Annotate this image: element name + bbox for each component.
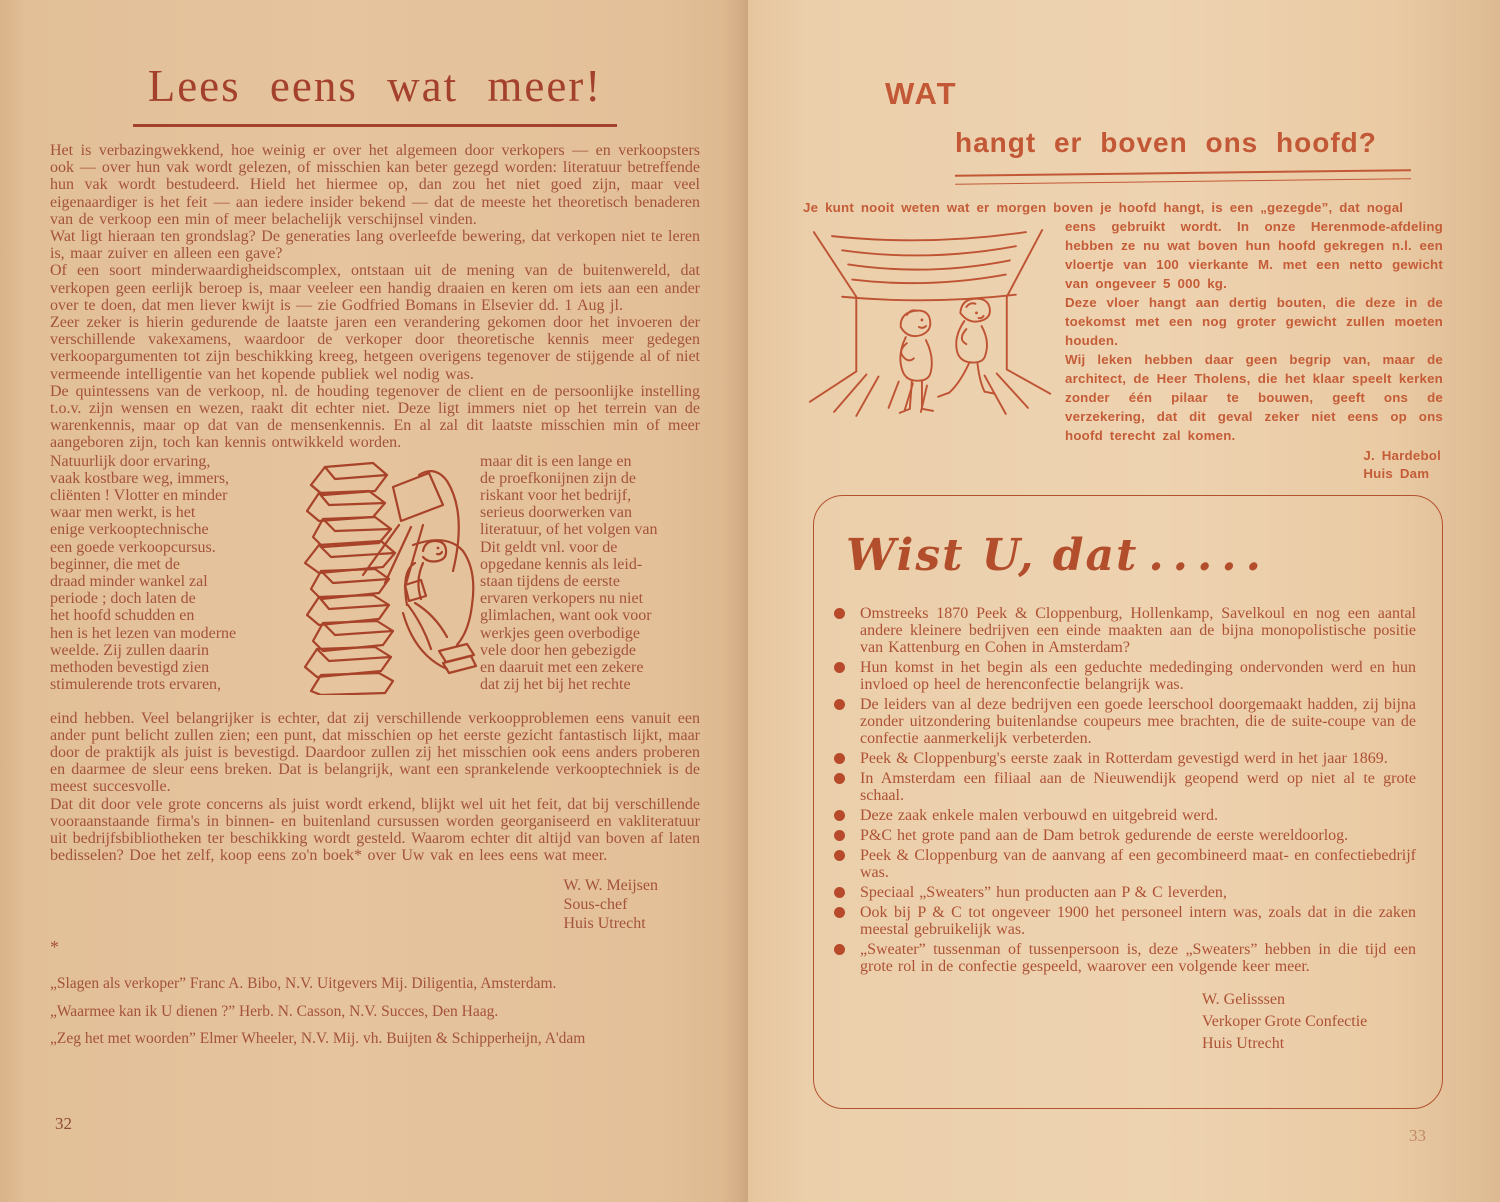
bullet-icon: [834, 810, 845, 821]
text-line: maar dit is een lange en: [480, 452, 632, 470]
fact-list-item: [834, 605, 1416, 656]
bullet-icon: [834, 699, 845, 710]
text-line: draad minder wankel zal: [50, 573, 208, 591]
bullet-icon: [834, 944, 845, 955]
text-line: staan tijdens de eerste: [480, 573, 620, 591]
intro-wrapped-text: [1065, 217, 1443, 483]
left-page-title: Lees eens wat meer!: [147, 61, 603, 111]
text-line: ervaren verkopers nu niet: [480, 590, 644, 608]
footnote-asterisk: *: [50, 937, 59, 958]
paragraph: Dat dit door vele grote concerns als juist wordt erkend, blijkt wel uit het feit, dat bij verschillende vooraanstaande firma's in binnen- en buitenland cursussen worden georganiseerd en vakliteratuur uit bedrijfsbibliotheken ter beschikking wordt gesteld. Waarom echter dit altijd van boven af laten bedisselen? Doe het zelf, koop eens zo'n boek* over Uw vak en lees eens wat meer.: [50, 795, 700, 865]
paragraph: Zeer zeker is hierin gedurende de laatste jaren een verandering gekomen door het invoeren der verschillende vakexamens, waardoor de verkoper door theoretische kennis meer gedegen verkoopargumenten tot zijn beschikking kreeg, hetgeen overigens tegenover de stijgende al of niet vermeende intelligentie van het kopende publiek wel nodig was.: [50, 314, 700, 383]
paragraph: Wat ligt hieraan ten grondslag? De generaties lang overleefde bewering, dat verkopen niet te leren is, maar zuiver en alleen een gave?: [50, 228, 700, 263]
text-line: periode ; doch laten de: [50, 590, 196, 608]
fact-list-item: [834, 884, 1416, 901]
text-line: hen is het lezen van moderne: [50, 624, 237, 642]
bullet-icon: [834, 850, 845, 861]
fact-list-item: [834, 827, 1416, 844]
fact-text: In Amsterdam een filiaal aan de Nieuwendijk geopend werd op niet al te grote schaal.: [860, 770, 1416, 804]
signature-line: Huis Utrecht: [563, 915, 646, 933]
text-line: cliënten ! Vlotter en minder: [50, 487, 228, 505]
intro-first-line: Je kunt nooit weten wat er morgen boven je hoofd hangt, is een „gezegde”, dat nogal: [803, 200, 1404, 215]
intro-paragraph: eens gebruikt wordt. In onze Herenmode-afdeling hebben ze nu wat boven hun hoofd gekregen n.l. een vloertje van 100 vierkante M. met een netto gewicht van ongeveer 5 000 kg.: [1065, 219, 1443, 291]
bullet-icon: [834, 887, 845, 898]
left-page-content: [50, 60, 700, 1053]
reading-chair-books-illustration: [295, 453, 480, 695]
wrap-left-column: [50, 453, 295, 695]
ceiling-watchers-illustration: [799, 222, 1057, 424]
page-number-left: 32: [55, 1114, 72, 1133]
author-signature-box: [1202, 989, 1442, 1055]
author-signature-right: [1363, 447, 1441, 483]
text-line: weelde. Zij zullen daarin: [50, 641, 210, 659]
fact-list-item: [834, 904, 1416, 938]
fact-text: „Sweater” tussenman of tussenpersoon is, deze „Sweaters” hebben in die tijd een grote rol in de confectie gespeeld, waarover een volgende keer meer.: [860, 941, 1416, 975]
headline-double-rule: [955, 169, 1411, 185]
fact-list-item: [834, 847, 1416, 881]
text-line: methoden bevestigd zien: [50, 659, 210, 677]
text-line: Dit geldt vnl. voor de: [480, 538, 618, 556]
signature-line: Sous-chef: [563, 896, 628, 914]
signature-line: Huis Dam: [1363, 466, 1430, 481]
author-signature-left: [563, 876, 658, 933]
text-line: vaak kostbare weg, immers,: [50, 469, 230, 487]
paragraph: Of een soort minderwaardigheidscomplex, ontstaan uit de mening van de buitenwereld, dat verkopen geen eerlijk beroep is, maar veeleer een handig draaien en keren om iets aan een ander over te doen, dat men liever kwijt is — zie Godfried Bomans in Elsevier dd. 1 Aug jl.: [50, 262, 700, 314]
article-body-top: [50, 142, 700, 452]
fact-text: Speciaal „Sweaters” hun producten aan P & C leverden,: [860, 884, 1227, 901]
text-line: de proefkonijnen zijn de: [480, 469, 636, 487]
text-line: werkjes geen overbodige: [480, 624, 640, 642]
right-page: [748, 0, 1500, 1202]
text-line: serieus doorwerken van: [480, 504, 632, 522]
fact-text: Peek & Cloppenburg van de aanvang af een gecombineerd maat- en confectiebedrijf was.: [860, 847, 1416, 881]
text-line: en daaruit met een zekere: [480, 659, 644, 677]
headline-word-wat: WAT: [885, 76, 958, 111]
box-heading-dots: .....: [1148, 530, 1270, 581]
fact-list-item: [834, 807, 1416, 824]
signature-line: W. W. Meijsen: [563, 877, 658, 895]
paragraph: De quintessens van de verkoop, nl. de houding tegenover de client en de persoonlijke instelling t.o.v. zijn wensen en wezen, raakt dit echter niet. Deze ligt immers niet op het terrein van de warenkennis, maar op dat van de mensenkennis. En al zal dit laatste misschien min of meer aangeboren zijn, toch kan kennis ontwikkeld worden.: [50, 382, 700, 452]
headline-rest: hangt er boven ons hoofd?: [955, 127, 1377, 158]
bullet-icon: [834, 753, 845, 764]
footnote-line: „Waarmee kan ik U dienen ?” Herb. N. Casson, N.V. Succes, Den Haag.: [50, 1002, 499, 1020]
fact-text: Omstreeks 1870 Peek & Cloppenburg, Hollenkamp, Savelkoul en nog een aantal andere kleinere bedrijven een einde maakten aan de bijna monopolistische positie van Kattenburg en Cohen in Amsterdam?: [860, 605, 1416, 656]
box-heading-text: Wist U, dat: [846, 530, 1139, 581]
intro-paragraph: Wij leken hebben daar geen begrip van, maar de architect, de Heer Tholens, die het klaar speelt kerken zonder één pilaar te bouwen, geeft ons de verzekering, dat dit geval zeker niet eens op ons hoofd terecht zal komen.: [1065, 352, 1443, 443]
text-line: Natuurlijk door ervaring,: [50, 452, 211, 470]
fact-list-item: [834, 659, 1416, 693]
text-line: enige verkooptechnische: [50, 521, 209, 539]
bullet-icon: [834, 773, 845, 784]
box-heading: [846, 530, 1442, 581]
fact-text: De leiders van al deze bedrijven een goede leerschool doorgemaakt hadden, zij bijna zonder uitzondering buitenlandse coupeurs mee brachten, die de suite-coupe van de confectie aanmerkelijk verbeterden.: [860, 696, 1416, 747]
bullet-icon: [834, 662, 845, 673]
fact-list-item: [834, 696, 1416, 747]
footnote-list: [50, 970, 700, 1053]
signature-line: Huis Utrecht: [1202, 1035, 1285, 1052]
text-line: het hoofd schudden en: [50, 607, 195, 625]
intro-article: [803, 198, 1443, 483]
text-line: opgedane kennis als leid-: [480, 555, 643, 573]
intro-paragraph: Deze vloer hangt aan dertig bouten, die deze in de toekomst met een nog groter gewicht zullen moeten houden.: [1065, 295, 1443, 348]
fact-text: Hun komst in het begin als een geduchte mededinging ondervonden werd en hun invloed op heel de herenconfectie belangrijk was.: [860, 659, 1416, 693]
fact-list: [814, 605, 1442, 975]
wist-u-dat-box: [813, 495, 1443, 1109]
bullet-icon: [834, 608, 845, 619]
signature-line: W. Gelisssen: [1202, 991, 1285, 1008]
fact-list-item: [834, 941, 1416, 975]
fact-text: P&C het grote pand aan de Dam betrok gedurende de eerste wereldoorlog.: [860, 827, 1349, 844]
text-line: riskant voor het bedrijf,: [480, 487, 632, 505]
fact-list-item: [834, 750, 1416, 767]
text-line: beginner, die met de: [50, 555, 180, 573]
paragraph: Het is verbazingwekkend, hoe weinig er over het algemeen door verkopers — en verkoopsters ook — over hun vak wordt gelezen, of misschien kan beter gezegd worden: literatuur betreffende hun vak wordt bestudeerd. Hield het hiermee op, dan zou het niet goed zijn, maar veel eigenaardiger is het feit — aan iedere insider bekend — dat de meeste het theoretisch benaderen van de verkoop een min of meer belachelijk verschijnsel vinden.: [50, 142, 700, 228]
article-body-bottom: [50, 710, 700, 865]
right-page-content: [803, 76, 1443, 483]
wrap-right-column: [480, 453, 700, 695]
page-number-right: 33: [1409, 1126, 1426, 1145]
text-line: een goede verkoopcursus.: [50, 538, 216, 556]
footnote-line: „Slagen als verkoper” Franc A. Bibo, N.V. Uitgevers Mij. Diligentia, Amsterdam.: [50, 975, 557, 993]
text-line: glimlachen, want ook voor: [480, 607, 652, 625]
paragraph: eind hebben. Veel belangrijker is echter, dat zij verschillende verkoopproblemen eens vanuit een ander punt belicht zullen zien; een punt, dat misschien op het eerste gezicht fantastisch lijkt, maar door de praktijk als juist is bevestigd. Daardoor zullen zij het misschien ook eens anders proberen en daarmee de sleur eens breken. Dat is belangrijk, want een sprankelende verkooptechniek is de meest succesvolle.: [50, 709, 700, 796]
signature-line: Verkoper Grote Confectie: [1202, 1013, 1368, 1030]
text-line: dat zij het bij het rechte: [480, 676, 631, 694]
bullet-icon: [834, 830, 845, 841]
text-wrap-section: [50, 453, 700, 695]
title-underline-rule: [133, 124, 617, 127]
fact-text: Deze zaak enkele malen verbouwd en uitgebreid werd.: [860, 807, 1218, 824]
left-page: [0, 0, 748, 1202]
fact-text: Peek & Cloppenburg's eerste zaak in Rotterdam gevestigd werd in het jaar 1869.: [860, 750, 1388, 767]
fact-text: Ook bij P & C tot ongeveer 1900 het personeel intern was, zoals dat in die zaken meestal gebruikelijk was.: [860, 904, 1416, 938]
signature-line: J. Hardebol: [1363, 448, 1441, 463]
bullet-icon: [834, 907, 845, 918]
text-line: vele door hen gebezigde: [480, 641, 636, 659]
text-line: stimulerende trots ervaren,: [50, 676, 222, 694]
text-line: literatuur, of het volgen van: [480, 521, 658, 539]
fact-list-item: [834, 770, 1416, 804]
text-line: waar men werkt, is het: [50, 504, 196, 522]
footnote-line: „Zeg het met woorden” Elmer Wheeler, N.V. Mij. vh. Buijten & Schipperheijn, A'dam: [50, 1030, 586, 1048]
